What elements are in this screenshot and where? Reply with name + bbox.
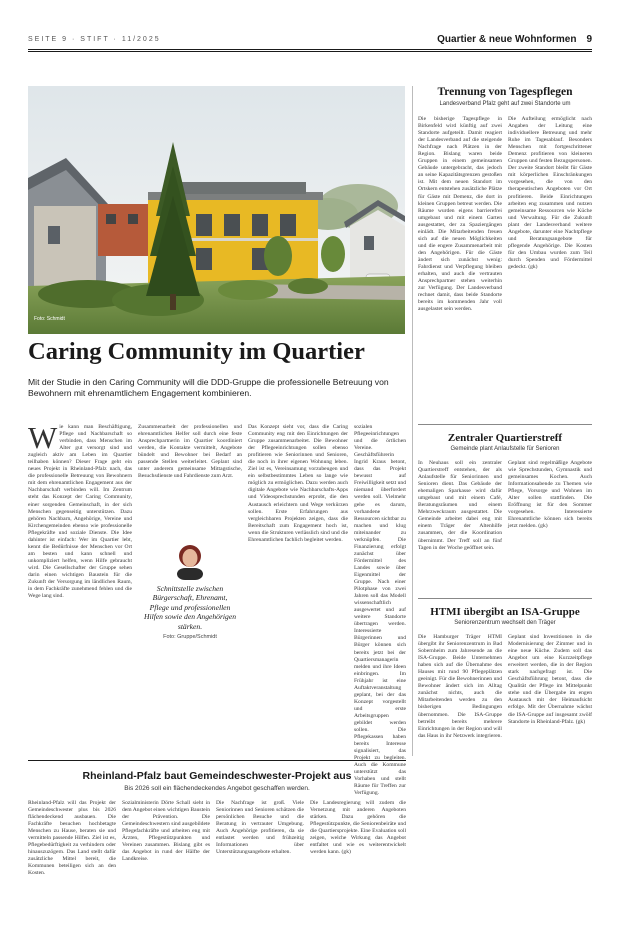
sidebar2-end: (gk) bbox=[538, 523, 548, 530]
sidebar1-col2-text: Die Aufteilung ermöglicht nach Angaben der Leitung eine individuellere Betreuung und mehr Ruhe im Tagesablauf. Besonders Menschen mit fortgeschrittener Demenz profitieren von kleineren Gruppen und festen Bezugspersonen. Der zweite Standort bleibt für Gäste mit körperlichen Einschränkungen vorgesehen, die von den therapeutischen Angeboten vor Ort profitieren. Beide Einrichtungen arbeiten eng zusammen und nutzen gemeinsame Ressourcen wie Küche und Verwaltung. Für die Zukunft plant der Landesverband weitere Angebote, darunter eine Nachtpflege und Beratungsangebote für pflegende Angehörige. Die Kosten für den Umbau wurden zum Teil durch Spenden und Fördermittel gedeckt. bbox=[508, 116, 592, 270]
bottom-article-end: (gk) bbox=[341, 849, 351, 856]
header-rule bbox=[28, 49, 592, 50]
article-photo bbox=[28, 86, 405, 334]
portrait-photo bbox=[168, 540, 212, 580]
bottom-article-col4 bbox=[310, 800, 406, 898]
bottom-article-col4-text: Die Landesregierung will zudem die Vernetzung mit anderen Angeboten stärken. Dazu gehören die Pflegestützpunkte, die Seniorenbeiräte und die Quartiersprojekte. Eine Evaluation soll zeigen, welche Wirkung das Angebot entfaltet und wie es weiterentwickelt werden kann. bbox=[310, 800, 406, 856]
pull-quote: Schnittstelle zwischen Bürgerschaft, Ehrenamt, Pflege und professionellen Hilfen sowie den Angehörigen stärken. bbox=[143, 584, 237, 631]
bottom-article-subtitle: Bis 2026 soll ein flächendeckendes Angebot geschaffen werden. bbox=[124, 785, 310, 792]
main-headline: Caring Community im Quartier bbox=[28, 338, 365, 365]
pull-quote-attribution: Foto: Gruppe/Schmidt bbox=[163, 634, 217, 641]
sidebar3-subtitle: Seniorenzentrum wechselt den Träger bbox=[454, 620, 556, 626]
main-article-col3: sozialen Pflegeeinrichtungen und die örtlichen Vereine. Geschäftsführerin Ingrid Kraus betont, dass das Projekt bewusst auf Freiwilligkeit setzt und niemand überfordert werden soll. Vielmehr gehe es darum, vorhandene Ressourcen sichtbar zu machen und klug miteinander zu verknüpfen. Die Finanzierung erfolgt zunächst über Fördermittel des Landes sowie über Eigenmittel der Gruppe. Nach einer Pilotphase von zwei Jahren soll das Modell wissenschaftlich ausgewertet und auf weitere Standorte übertragen werden. Interessierte Bürgerinnen und Bürger können sich bereits jetzt bei der Quartiersmanagerin melden und ihre Ideen einbringen. Im Frühjahr ist eine Auftaktveranstaltung geplant, bei der das Konzept vorgestellt und erste Arbeitsgruppen gebildet werden sollen. Die Pflegekassen haben bereits Interesse signalisiert, das Projekt zu begleiten. Auch die Kommune unterstützt das Vorhaben und stellt Räume für Treffen zur Verfügung. bbox=[354, 424, 406, 797]
sidebar3-end: (gk) bbox=[575, 718, 586, 725]
sidebar1-title: Trennung von Tagespflegen bbox=[437, 86, 573, 98]
photo-credit: Foto: Schmidt bbox=[34, 316, 65, 322]
sidebar2-col2-text: Geplant sind regelmäßige Angebote wie Sprechstunden, Gymnastik und gemeinsames Kochen. Auch Informationsabende zu Themen wie Pflege, Vorsorge und Wohnen im Alter sollen stattfinden. Die Eröffnung ist für den Sommer vorgesehen. Interessierte Ehrenamtliche können sich bereits jetzt melden. bbox=[508, 460, 592, 530]
building-illustration bbox=[28, 86, 405, 334]
main-article-col1-text: ie kann man Beschäftigung, Pflege und Nachbarschaft so verbinden, dass Menschen im Alter gut versorgt sind und zugleich aktiv am Leben im Quartier teilhaben können? Dieser Frage geht ein neues Projekt in Rheinland-Pfalz nach, das die professionelle Betreuung von Bewohnern mit dem ehrenamtlichen Engagement aus der Nachbarschaft verbinden will. Im Zentrum steht das Konzept der Caring Community, einer sorgenden Gemeinschaft, in der sich Menschen gegenseitig unterstützen. Dazu gehören Nachbarn, Angehörige, Vereine und Kirchengemeinden ebenso wie professionelle Pflegekräfte und soziale Dienste. Die Idee dahinter ist einfach: Wer im Quartier lebt, kennt die Bedürfnisse der Menschen vor Ort am besten und kann schnell und unkompliziert helfen, wenn Hilfe gebraucht wird. Die Gesellschafter der Gruppe sehen darin einen wichtigen Baustein für die Zukunft der Versorgung im ländlichen Raum, in dem Fachkräfte zunehmend fehlen und die Wege lang sind. bbox=[28, 424, 132, 600]
sidebar2-col1: In Neuhaus soll ein zentraler Quartierstreff entstehen, der als Anlaufstelle für Seniorinnen und Senioren dient. Das Gebäude der ehemaligen Sparkasse wird dafür umgebaut und mit einem Café, Beratungsräumen und einem Mehrzweckraum ausgestattet. Die Gemeinde arbeitet dabei eng mit einem Träger der Altenhilfe zusammen, der die Koordination übernimmt. Der Treff soll an fünf Tagen in der Woche geöffnet sein. bbox=[418, 460, 502, 551]
sidebar2-title: Zentraler Quartierstreff bbox=[447, 432, 563, 444]
pull-quote-block bbox=[143, 540, 237, 640]
sidebar-divider bbox=[412, 86, 413, 756]
main-article-col2b: Das Konzept sieht vor, dass die Caring Community eng mit den Einrichtungen der Gruppe zusammenarbeitet. Die Bewohner der Pflegeeinrichtungen sollen ebenso profitieren wie Seniorinnen und Senioren, die noch in ihrer eigenen Wohnung leben. Ziel ist es, Vereinsamung vorzubeugen und ein selbstbestimmtes Leben so lange wie möglich zu ermöglichen. Dazu werden auch digitale Angebote wie Nachbarschafts-Apps und Videosprechstunden erprobt, die den Austausch erleichtern und Wege verkürzen sollen. Erste Erfahrungen aus vergleichbaren Projekten zeigen, dass die Bereitschaft zum Engagement hoch ist, wenn die Strukturen verlässlich sind und die Ehrenamtlichen fachlich begleitet werden. bbox=[248, 424, 348, 543]
sidebar1-end: (gk) bbox=[528, 263, 538, 270]
sidebar-rule-2 bbox=[418, 598, 592, 599]
drop-cap: W bbox=[28, 420, 58, 455]
header-rule-thin bbox=[28, 51, 592, 52]
header-edition: SEITE 9 · STIFT · 11/2025 bbox=[28, 36, 161, 43]
sidebar-rule-1 bbox=[418, 424, 592, 425]
bottom-article-rule bbox=[28, 760, 406, 761]
bottom-article-title: Rheinland-Pfalz baut Gemeindeschwester-Projekt aus bbox=[82, 770, 352, 782]
header-section bbox=[437, 34, 592, 45]
sidebar3-col2-text: Geplant sind Investitionen in die Modernisierung der Zimmer und in eine neue Küche. Zudem soll das Angebot um eine Kurzzeitpflege erweitert werden, die in der Region stark nachgefragt ist. Die Geschäftsführung betont, dass die Qualität der Pflege im Mittelpunkt stehe und die Übergabe im engen Austausch mit der Heimaufsicht erfolge. Mit der Übernahme wächst die ISA-Gruppe auf insgesamt zwölf Standorte in Rheinland-Pfalz. bbox=[508, 634, 592, 725]
bottom-article-col2: Sozialministerin Dörte Schall sieht in dem Angebot einen wichtigen Baustein der Prävention. Die Gemeindeschwestern sind ausgebildete Pflegefachkräfte und arbeiten eng mit Ärzten, Pflegestützpunkten und Vereinen zusammen. Bislang gibt es das Angebot in rund der Hälfte der Landkreise. bbox=[122, 800, 210, 863]
sidebar1-col1: Die bisherige Tagespflege in Birkenfeld wird künftig auf zwei Standorte aufgeteilt. Damit reagiert der Landesverband auf die steigende Nachfrage nach Plätzen in der Region. Bislang waren beide Gruppen in einem gemeinsamen Gebäude untergebracht, das jedoch an seine Kapazitätsgrenzen gestoßen ist. Mit dem neuen Standort im Ortskern entstehen zusätzliche Plätze für Gäste mit Demenz, die dort in kleinen Gruppen betreut werden. Die Räume wurden eigens barrierefrei umgebaut und mit einem Garten ausgestattet, der zu Spaziergängen einlädt. Die Mitarbeitenden freuen sich auf die neuen Möglichkeiten und die engere Zusammenarbeit mit den Angehörigen. Für die Gäste ändert sich zunächst wenig: Fahrdienst und Verpflegung bleiben erhalten, und auch die vertrauten Ansprechpartner stehen weiterhin zur Verfügung. Der Landesverband rechnet damit, dass beide Standorte bereits im kommenden Jahr voll ausgelastet sein werden. bbox=[418, 116, 502, 313]
bottom-article-col1: Rheinland-Pfalz will das Projekt der Gemeindeschwester plus bis 2026 flächendeckend ausbauen. Die Fachkräfte besuchen hochbetagte Menschen zu Hause, beraten sie und vermitteln passende Hilfen. Ziel ist es, Pflegebedürftigkeit zu verhindern oder hinauszuzögern. Das Land stellt dafür zusätzliche Mittel bereit, die Kommunen beteiligen sich an den Kosten. bbox=[28, 800, 116, 877]
sidebar1-subtitle: Landesverband Pfalz geht auf zwei Standorte um bbox=[439, 101, 571, 107]
sidebar3-col2 bbox=[508, 634, 592, 900]
sidebar1-col2 bbox=[508, 116, 592, 412]
page-number: 9 bbox=[586, 34, 592, 45]
sidebar3-title: HTMI übergibt an ISA-Gruppe bbox=[430, 606, 580, 618]
main-article-col2a: Zusammenarbeit der professionellen und ehrenamtlichen Helfer soll durch eine feste Ansprechpartnerin im Quartier koordiniert werden, die Kontakte vermittelt, Angebote bündelt und Bewohner bei Bedarf an passende Stellen weiterleitet. Geplant sind unter anderem gemeinsame Mittagstische, Besuchsdienste und Fahrdienste zum Arzt. bbox=[138, 424, 242, 480]
bottom-article-col3: Die Nachfrage ist groß. Viele Seniorinnen und Senioren schätzen die persönlichen Besuche und die Beratung in vertrauter Umgebung. Auch Angehörige profitieren, da sie entlastet werden und frühzeitig Informationen über Unterstützungsangebote erhalten. bbox=[216, 800, 304, 856]
sidebar3-col1: Die Hamburger Träger HTMI übergibt ihr Seniorenzentrum in Bad Sobernheim zum Jahresende an die ISA-Gruppe. Beide Unternehmen haben sich auf die Übernahme des Hauses mit rund 90 Pflegeplätzen geeinigt. Für die Bewohnerinnen und Bewohner ändert sich im Alltag zunächst nichts, auch die Mitarbeitenden werden zu den bisherigen Bedingungen übernommen. Die ISA-Gruppe betreibt bereits mehrere Einrichtungen in der Region und will das Haus in ihr Netzwerk integrieren. bbox=[418, 634, 502, 739]
main-article-col1 bbox=[28, 420, 132, 752]
header-section-title: Quartier & neue Wohnformen bbox=[437, 34, 577, 45]
sidebar2-col2 bbox=[508, 460, 592, 588]
sidebar2-subtitle: Gemeinde plant Anlaufstelle für Senioren bbox=[450, 446, 560, 452]
main-subheadline: Mit der Studie in den Caring Community will die DDD-Gruppe die professionelle Betreuung von Bewohnern mit ehrenamtlichem Engagement kombinieren. bbox=[28, 377, 389, 398]
